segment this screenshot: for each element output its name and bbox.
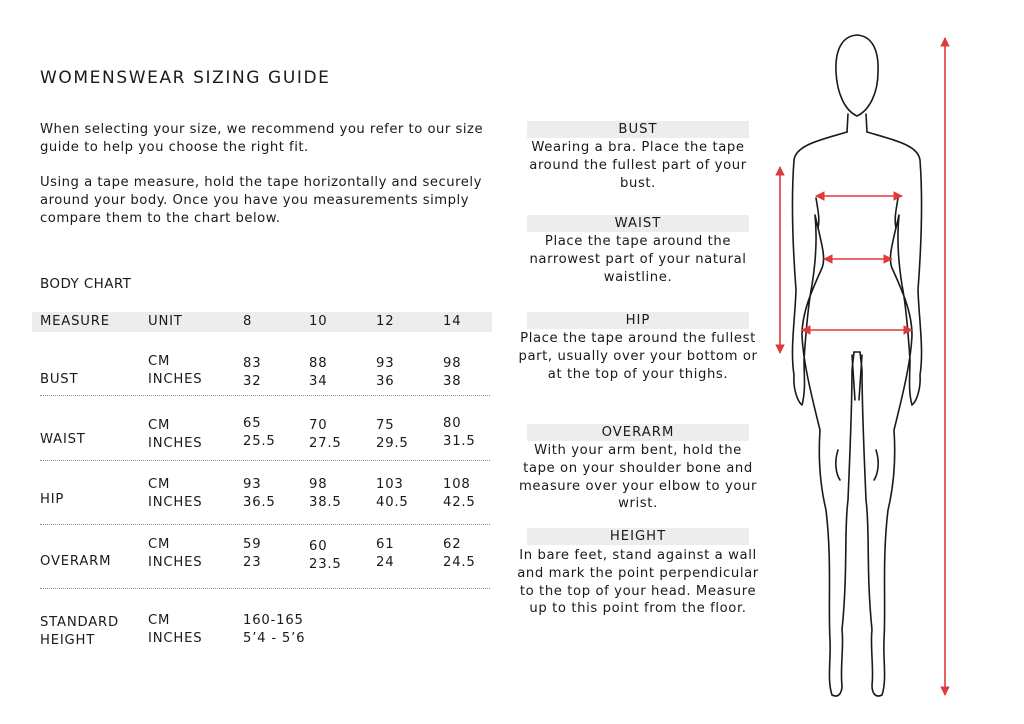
- value-in-10: 34: [309, 374, 328, 389]
- value-in-10: 38.5: [309, 495, 342, 510]
- figure-right-outline: [860, 132, 922, 696]
- header-size-10: 10: [309, 314, 328, 329]
- value-cm-12: 75: [376, 418, 395, 433]
- value-cm-8: 83: [243, 356, 262, 371]
- header-size-12: 12: [376, 314, 395, 329]
- measure-label: BUST: [40, 372, 79, 387]
- value-in-14: 31.5: [443, 434, 476, 449]
- header-unit: UNIT: [148, 314, 183, 329]
- figure-knee-left: [836, 450, 840, 480]
- unit-cm: CM: [148, 418, 171, 433]
- section-title: HEIGHT: [609, 529, 667, 544]
- header-size-14: 14: [443, 314, 462, 329]
- header-measure: MEASURE: [40, 314, 110, 329]
- value-cm-height: 160-165: [243, 613, 304, 628]
- value-cm-8: 59: [243, 537, 262, 552]
- unit-inches: INCHES: [148, 631, 203, 646]
- row-divider: [40, 460, 490, 461]
- value-in-8: 36.5: [243, 495, 276, 510]
- value-cm-12: 93: [376, 356, 395, 371]
- section-text: Place the tape around the narrowest part of your natural waistline.: [529, 234, 747, 285]
- value-cm-8: 65: [243, 416, 262, 431]
- value-in-8: 25.5: [243, 434, 276, 449]
- value-cm-14: 62: [443, 537, 462, 552]
- value-in-12: 36: [376, 374, 395, 389]
- value-in-8: 32: [243, 374, 262, 389]
- unit-inches: INCHES: [148, 555, 203, 570]
- intro-paragraph-2: Using a tape measure, hold the tape horizontally and securely around your body. Once you have you measurements simply compare them to the chart below.: [40, 175, 482, 226]
- section-text: Place the tape around the fullest part, usually over your bottom or at the top of your thighs.: [518, 331, 758, 382]
- row-divider: [40, 524, 490, 525]
- value-cm-12: 61: [376, 537, 395, 552]
- body-figure: [760, 30, 980, 710]
- measure-label-line-1: STANDARD: [40, 615, 119, 630]
- figure-knee-right: [874, 450, 878, 480]
- row-divider: [40, 588, 490, 589]
- unit-inches: INCHES: [148, 372, 203, 387]
- row-divider: [40, 395, 490, 396]
- value-in-14: 24.5: [443, 555, 476, 570]
- measure-label-line-2: HEIGHT: [40, 633, 96, 648]
- figure-bust-line: [816, 198, 898, 228]
- intro-text: [40, 121, 510, 228]
- value-in-12: 24: [376, 555, 395, 570]
- measure-label: OVERARM: [40, 554, 112, 569]
- header-size-8: 8: [243, 314, 253, 329]
- value-cm-12: 103: [376, 477, 404, 492]
- value-in-10: 23.5: [309, 557, 342, 572]
- unit-cm: CM: [148, 537, 171, 552]
- measure-label: HIP: [40, 492, 65, 507]
- value-cm-14: 108: [443, 477, 471, 492]
- unit-cm: CM: [148, 477, 171, 492]
- section-text: Wearing a bra. Place the tape around the fullest part of your bust.: [529, 140, 747, 191]
- value-cm-10: 70: [309, 418, 328, 433]
- section-title: WAIST: [614, 216, 662, 231]
- value-in-8: 23: [243, 555, 262, 570]
- value-in-height: 5’4 - 5’6: [243, 631, 306, 646]
- unit-cm: CM: [148, 354, 171, 369]
- value-in-10: 27.5: [309, 436, 342, 451]
- value-cm-14: 98: [443, 356, 462, 371]
- value-in-14: 38: [443, 374, 462, 389]
- section-text: With your arm bent, hold the tape on your shoulder bone and measure over your elbow to your wrist.: [518, 443, 758, 512]
- value-cm-10: 60: [309, 539, 328, 554]
- intro-paragraph-1: When selecting your size, we recommend you refer to our size guide to help you choose the right fit.: [40, 122, 484, 155]
- unit-cm: CM: [148, 613, 171, 628]
- unit-inches: INCHES: [148, 436, 203, 451]
- unit-inches: INCHES: [148, 495, 203, 510]
- page-title: WOMENSWEAR SIZING GUIDE: [40, 68, 331, 88]
- section-text: In bare feet, stand against a wall and mark the point perpendicular to the top of your head. Measure up to this point from the floor.: [517, 548, 759, 617]
- value-cm-8: 93: [243, 477, 262, 492]
- section-title: HIP: [625, 313, 651, 328]
- value-cm-10: 98: [309, 477, 328, 492]
- figure-left-outline: [792, 132, 854, 696]
- figure-head: [836, 35, 878, 116]
- value-cm-10: 88: [309, 356, 328, 371]
- section-title: BUST: [618, 122, 658, 137]
- value-cm-14: 80: [443, 416, 462, 431]
- section-title: OVERARM: [601, 425, 675, 440]
- value-in-12: 40.5: [376, 495, 409, 510]
- value-in-14: 42.5: [443, 495, 476, 510]
- measure-label: WAIST: [40, 432, 86, 447]
- body-chart-heading: BODY CHART: [40, 276, 132, 292]
- value-in-12: 29.5: [376, 436, 409, 451]
